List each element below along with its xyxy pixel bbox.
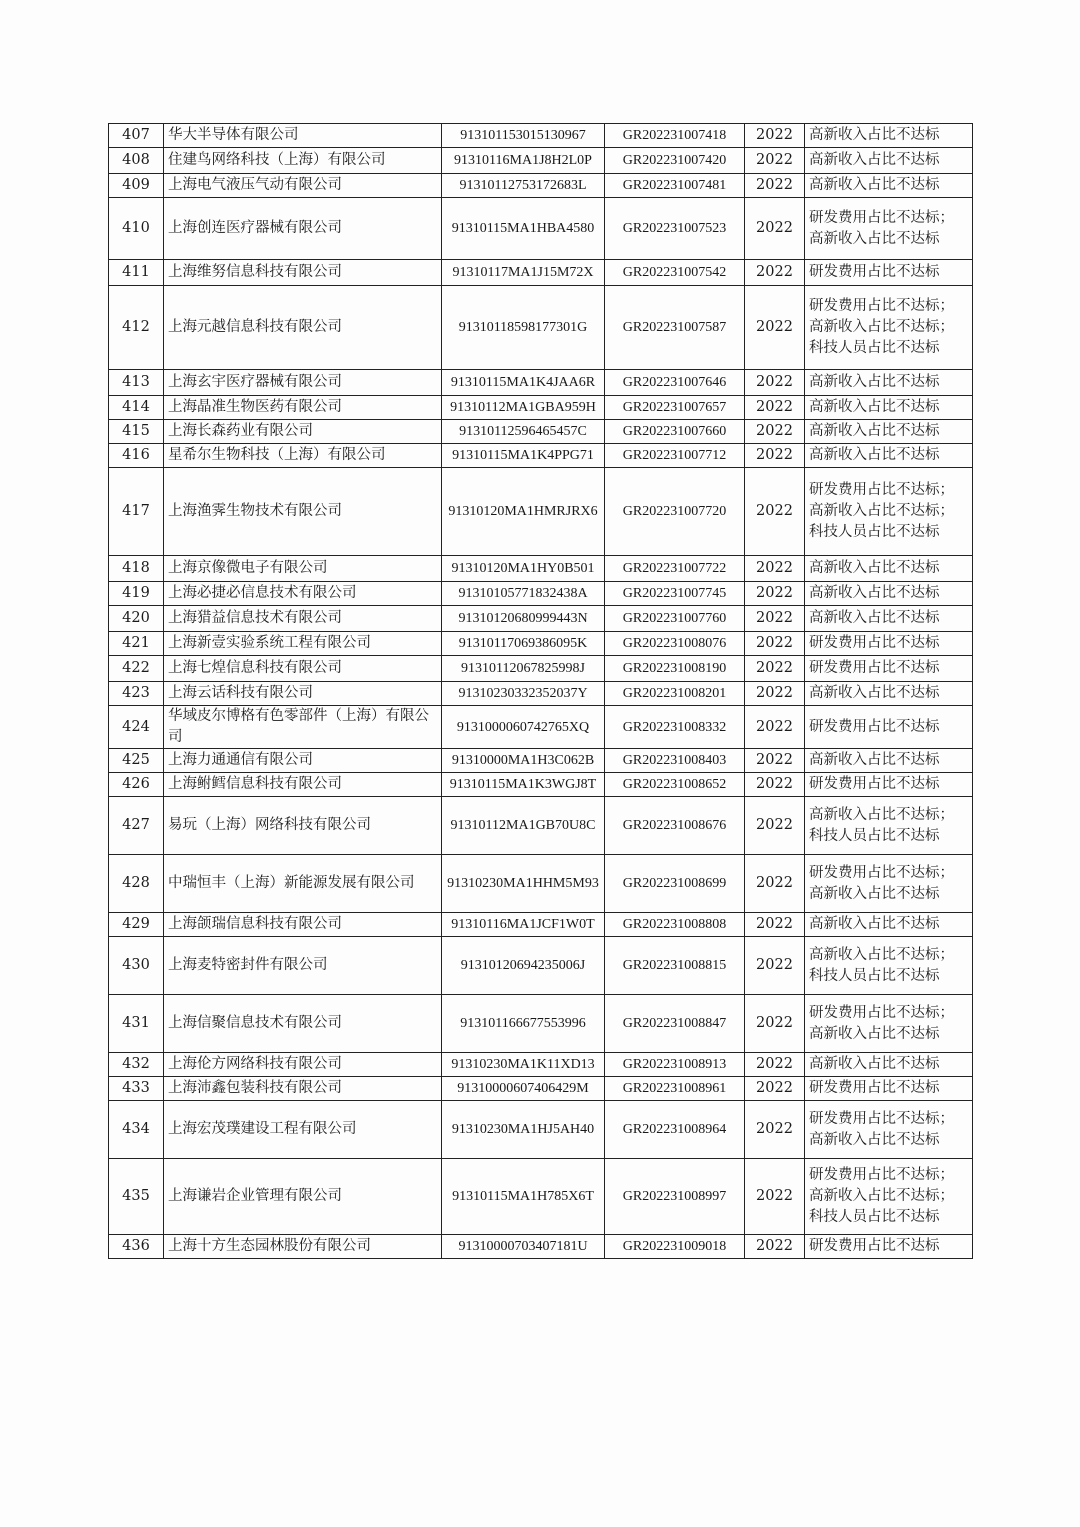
row-number: 431: [109, 995, 164, 1053]
certificate-year: 2022: [745, 656, 805, 682]
certificate-number: GR202231007712: [605, 444, 745, 468]
row-number: 424: [109, 706, 164, 749]
failure-reasons: [805, 1101, 973, 1159]
row-number: 407: [109, 124, 164, 148]
table-row: [109, 913, 973, 937]
certificate-number: GR202231007646: [605, 370, 745, 396]
credit-code: 913101153015130967: [442, 124, 605, 148]
failure-reason: 科技人员占比不达标: [809, 967, 940, 984]
row-number: 435: [109, 1159, 164, 1235]
certificate-number: GR202231007481: [605, 174, 745, 198]
failure-reasons: [805, 582, 973, 606]
failure-reasons: [805, 606, 973, 632]
certificate-year: 2022: [745, 444, 805, 468]
row-number: 432: [109, 1053, 164, 1077]
certificate-number: GR202231007587: [605, 286, 745, 370]
failure-reason: 研发费用占比不达标: [809, 264, 940, 280]
certificate-year: 2022: [745, 420, 805, 444]
company-name: 上海电气液压气动有限公司: [164, 174, 442, 198]
certificate-number: GR202231008808: [605, 913, 745, 937]
certificate-year: 2022: [745, 582, 805, 606]
failure-reason: 高新收入占比不达标: [809, 585, 940, 601]
credit-code: 913101166677553996: [442, 995, 605, 1053]
credit-code: 91310116MA1J8H2L0P: [442, 148, 605, 174]
table-row: [109, 370, 973, 396]
certificate-year: 2022: [745, 682, 805, 706]
certificate-year: 2022: [745, 286, 805, 370]
failure-reasons: [805, 124, 973, 148]
company-name: 易玩（上海）网络科技有限公司: [164, 797, 442, 855]
row-number: 434: [109, 1101, 164, 1159]
company-name: 中瑞恒丰（上海）新能源发展有限公司: [164, 855, 442, 913]
row-number: 420: [109, 606, 164, 632]
certificate-number: GR202231007720: [605, 468, 745, 556]
certificate-number: GR202231007660: [605, 420, 745, 444]
company-name: 上海云话科技有限公司: [164, 682, 442, 706]
certificate-number: GR202231008676: [605, 797, 745, 855]
row-number: 425: [109, 749, 164, 773]
credit-code: 91310115MA1HBA4580: [442, 198, 605, 260]
row-number: 408: [109, 148, 164, 174]
credit-code: 91310112753172683L: [442, 174, 605, 198]
certificate-year: 2022: [745, 1235, 805, 1259]
certificate-year: 2022: [745, 1101, 805, 1159]
company-name: 上海力通通信有限公司: [164, 749, 442, 773]
credit-code: 91310112596465457C: [442, 420, 605, 444]
table-row: [109, 582, 973, 606]
certificate-number: GR202231008815: [605, 937, 745, 995]
company-name: 上海玄宇医疗器械有限公司: [164, 370, 442, 396]
certificate-number: GR202231008652: [605, 773, 745, 797]
failure-reason: 高新收入占比不达标: [809, 374, 940, 390]
failure-reason: 高新收入占比不达标: [809, 447, 940, 463]
certificate-number: GR202231008403: [605, 749, 745, 773]
failure-reasons: [805, 396, 973, 420]
row-number: 422: [109, 656, 164, 682]
failure-reason: 科技人员占比不达标: [809, 340, 940, 356]
failure-reason: 研发费用占比不达标；: [809, 864, 954, 881]
failure-reason: 高新收入占比不达标；: [809, 1188, 954, 1204]
table-row: [109, 468, 973, 556]
company-name: 上海新壹实验系统工程有限公司: [164, 632, 442, 656]
certificate-year: 2022: [745, 773, 805, 797]
failure-reasons: [805, 749, 973, 773]
failure-reason: 高新收入占比不达标；: [809, 319, 954, 335]
failure-reasons: [805, 937, 973, 995]
certificate-number: GR202231007542: [605, 260, 745, 286]
failure-reasons: [805, 1159, 973, 1235]
failure-reason: 研发费用占比不达标；: [809, 1004, 954, 1021]
company-name: 上海信聚信息技术有限公司: [164, 995, 442, 1053]
company-name: 上海十方生态园林股份有限公司: [164, 1235, 442, 1259]
certificate-number: GR202231008332: [605, 706, 745, 749]
table-row: [109, 1053, 973, 1077]
company-name: 上海鲋鳕信息科技有限公司: [164, 773, 442, 797]
credit-code: 91310230MA1HHM5M93: [442, 855, 605, 913]
table-body: [109, 124, 973, 1259]
failure-reason: 高新收入占比不达标；: [809, 946, 954, 963]
credit-code: 91310112067825998J: [442, 656, 605, 682]
failure-reasons: [805, 444, 973, 468]
failure-reason: 科技人员占比不达标: [809, 827, 940, 844]
failure-reasons: [805, 1235, 973, 1259]
table-row: [109, 396, 973, 420]
table-row: [109, 995, 973, 1053]
certificate-year: 2022: [745, 995, 805, 1053]
certificate-number: GR202231008201: [605, 682, 745, 706]
certificate-number: GR202231007523: [605, 198, 745, 260]
certificate-year: 2022: [745, 706, 805, 749]
certificate-number: GR202231008913: [605, 1053, 745, 1077]
certificate-year: 2022: [745, 468, 805, 556]
certificate-year: 2022: [745, 937, 805, 995]
table-row: [109, 174, 973, 198]
failure-reason: 研发费用占比不达标；: [809, 1110, 954, 1127]
table-row: [109, 148, 973, 174]
table-row: [109, 556, 973, 582]
certificate-year: 2022: [745, 260, 805, 286]
table-row: [109, 1077, 973, 1101]
row-number: 423: [109, 682, 164, 706]
table-row: [109, 260, 973, 286]
credit-code: 91310120680999443N: [442, 606, 605, 632]
company-name: 上海沛鑫包装科技有限公司: [164, 1077, 442, 1101]
certificate-year: 2022: [745, 174, 805, 198]
certificate-number: GR202231008076: [605, 632, 745, 656]
credit-code: 91310115MA1H785X6T: [442, 1159, 605, 1235]
credit-code: 91310000MA1H3C062B: [442, 749, 605, 773]
failure-reason: 高新收入占比不达标；: [809, 503, 954, 519]
failure-reasons: [805, 370, 973, 396]
table-row: [109, 444, 973, 468]
failure-reasons: [805, 797, 973, 855]
certificate-year: 2022: [745, 148, 805, 174]
failure-reasons: [805, 1053, 973, 1077]
failure-reasons: [805, 420, 973, 444]
row-number: 428: [109, 855, 164, 913]
credit-code: 91310115MA1K3WGJ8T: [442, 773, 605, 797]
credit-code: 91310120694235006J: [442, 937, 605, 995]
credit-code: 91310116MA1JCF1W0T: [442, 913, 605, 937]
table-row: [109, 1159, 973, 1235]
row-number: 436: [109, 1235, 164, 1259]
credit-code: 91310115MA1K4JAA6R: [442, 370, 605, 396]
table-row: [109, 420, 973, 444]
failure-reasons: [805, 260, 973, 286]
table-row: [109, 1235, 973, 1259]
company-name: 上海京像微电子有限公司: [164, 556, 442, 582]
row-number: 411: [109, 260, 164, 286]
company-name: 上海维努信息科技有限公司: [164, 260, 442, 286]
failure-reason: 高新收入占比不达标: [809, 1056, 940, 1072]
failure-reason: 高新收入占比不达标: [809, 230, 940, 247]
certificate-number: GR202231008699: [605, 855, 745, 913]
credit-code: 91310117069386095K: [442, 632, 605, 656]
certificate-year: 2022: [745, 556, 805, 582]
table-row: [109, 198, 973, 260]
failure-reasons: [805, 773, 973, 797]
credit-code: 91310120MA1HY0B501: [442, 556, 605, 582]
table-row: [109, 1101, 973, 1159]
failure-reasons: [805, 855, 973, 913]
failure-reason: 高新收入占比不达标；: [809, 806, 954, 823]
company-name: 上海麦特密封件有限公司: [164, 937, 442, 995]
failure-reason: 研发费用占比不达标；: [809, 482, 954, 498]
row-number: 417: [109, 468, 164, 556]
certificate-number: GR202231009018: [605, 1235, 745, 1259]
credit-code: 91310115MA1K4PPG71: [442, 444, 605, 468]
company-name: 住建鸟网络科技（上海）有限公司: [164, 148, 442, 174]
certificate-number: GR202231008847: [605, 995, 745, 1053]
certificate-number: GR202231007722: [605, 556, 745, 582]
failure-reason: 高新收入占比不达标: [809, 560, 940, 576]
row-number: 427: [109, 797, 164, 855]
certificate-number: GR202231007418: [605, 124, 745, 148]
credit-code: 9131000060742765XQ: [442, 706, 605, 749]
failure-reason: 研发费用占比不达标: [809, 776, 940, 792]
certificate-year: 2022: [745, 749, 805, 773]
row-number: 429: [109, 913, 164, 937]
failure-reasons: [805, 706, 973, 749]
failure-reason: 研发费用占比不达标: [809, 1238, 940, 1254]
failure-reason: 高新收入占比不达标: [809, 685, 940, 701]
company-list-table: [108, 123, 973, 1259]
certificate-year: 2022: [745, 124, 805, 148]
table-row: [109, 682, 973, 706]
failure-reason: 研发费用占比不达标: [809, 1080, 940, 1096]
table-row: [109, 606, 973, 632]
certificate-year: 2022: [745, 1053, 805, 1077]
certificate-year: 2022: [745, 855, 805, 913]
failure-reason: 研发费用占比不达标；: [809, 298, 954, 314]
certificate-year: 2022: [745, 1077, 805, 1101]
company-name: 上海七煌信息科技有限公司: [164, 656, 442, 682]
credit-code: 91310105771832438A: [442, 582, 605, 606]
failure-reason: 研发费用占比不达标；: [809, 1167, 954, 1183]
company-name: 上海创连医疗器械有限公司: [164, 198, 442, 260]
row-number: 416: [109, 444, 164, 468]
row-number: 412: [109, 286, 164, 370]
failure-reason: 高新收入占比不达标: [809, 127, 940, 143]
failure-reasons: [805, 286, 973, 370]
failure-reasons: [805, 556, 973, 582]
failure-reason: 高新收入占比不达标: [809, 177, 940, 193]
failure-reason: 高新收入占比不达标: [809, 1025, 940, 1042]
row-number: 409: [109, 174, 164, 198]
failure-reason: 研发费用占比不达标: [809, 718, 940, 735]
failure-reasons: [805, 656, 973, 682]
credit-code: 91310000607406429M: [442, 1077, 605, 1101]
row-number: 414: [109, 396, 164, 420]
row-number: 415: [109, 420, 164, 444]
company-name: 上海谦岩企业管理有限公司: [164, 1159, 442, 1235]
failure-reason: 研发费用占比不达标: [809, 660, 940, 676]
failure-reasons: [805, 632, 973, 656]
failure-reasons: [805, 174, 973, 198]
company-name: 星希尔生物科技（上海）有限公司: [164, 444, 442, 468]
row-number: 426: [109, 773, 164, 797]
table-row: [109, 632, 973, 656]
company-name: 上海颌瑞信息科技有限公司: [164, 913, 442, 937]
credit-code: 91310118598177301G: [442, 286, 605, 370]
failure-reason: 研发费用占比不达标；: [809, 209, 954, 226]
failure-reason: 高新收入占比不达标: [809, 610, 940, 626]
row-number: 419: [109, 582, 164, 606]
failure-reasons: [805, 913, 973, 937]
credit-code: 91310112MA1GBA959H: [442, 396, 605, 420]
row-number: 410: [109, 198, 164, 260]
row-number: 433: [109, 1077, 164, 1101]
company-name: 上海必捷必信息技术有限公司: [164, 582, 442, 606]
failure-reason: 科技人员占比不达标: [809, 1209, 940, 1225]
certificate-number: GR202231007745: [605, 582, 745, 606]
company-name: 上海长森药业有限公司: [164, 420, 442, 444]
failure-reasons: [805, 995, 973, 1053]
certificate-year: 2022: [745, 370, 805, 396]
credit-code: 91310230332352037Y: [442, 682, 605, 706]
row-number: 421: [109, 632, 164, 656]
failure-reasons: [805, 682, 973, 706]
credit-code: 91310230MA1K11XD13: [442, 1053, 605, 1077]
table-row: [109, 937, 973, 995]
company-name: 上海晶准生物医药有限公司: [164, 396, 442, 420]
company-name: 华大半导体有限公司: [164, 124, 442, 148]
certificate-year: 2022: [745, 913, 805, 937]
certificate-number: GR202231007657: [605, 396, 745, 420]
failure-reason: 高新收入占比不达标: [809, 423, 940, 439]
certificate-year: 2022: [745, 797, 805, 855]
failure-reasons: [805, 198, 973, 260]
company-name: 上海猎益信息技术有限公司: [164, 606, 442, 632]
certificate-number: GR202231007760: [605, 606, 745, 632]
credit-code: 91310112MA1GB70U8C: [442, 797, 605, 855]
row-number: 418: [109, 556, 164, 582]
table-row: [109, 773, 973, 797]
company-name: 华域皮尔博格有色零部件（上海）有限公司: [164, 706, 442, 749]
company-name: 上海渔霁生物技术有限公司: [164, 468, 442, 556]
failure-reason: 高新收入占比不达标: [809, 885, 940, 902]
certificate-number: GR202231007420: [605, 148, 745, 174]
certificate-number: GR202231008997: [605, 1159, 745, 1235]
certificate-number: GR202231008190: [605, 656, 745, 682]
failure-reasons: [805, 468, 973, 556]
failure-reason: 研发费用占比不达标: [809, 635, 940, 651]
table-row: [109, 797, 973, 855]
failure-reason: 高新收入占比不达标: [809, 916, 940, 932]
table-row: [109, 749, 973, 773]
row-number: 430: [109, 937, 164, 995]
credit-code: 91310230MA1HJ5AH40: [442, 1101, 605, 1159]
row-number: 413: [109, 370, 164, 396]
failure-reasons: [805, 1077, 973, 1101]
company-name: 上海元越信息科技有限公司: [164, 286, 442, 370]
certificate-year: 2022: [745, 606, 805, 632]
certificate-year: 2022: [745, 1159, 805, 1235]
certificate-year: 2022: [745, 198, 805, 260]
failure-reason: 科技人员占比不达标: [809, 524, 940, 540]
credit-code: 91310000703407181U: [442, 1235, 605, 1259]
company-name: 上海伦方网络科技有限公司: [164, 1053, 442, 1077]
company-name: 上海宏茂璞建设工程有限公司: [164, 1101, 442, 1159]
table-row: [109, 706, 973, 749]
table-row: [109, 124, 973, 148]
table-row: [109, 656, 973, 682]
certificate-year: 2022: [745, 632, 805, 656]
table-row: [109, 855, 973, 913]
failure-reason: 高新收入占比不达标: [809, 1131, 940, 1148]
credit-code: 91310117MA1J15M72X: [442, 260, 605, 286]
failure-reasons: [805, 148, 973, 174]
failure-reason: 高新收入占比不达标: [809, 152, 940, 168]
certificate-number: GR202231008961: [605, 1077, 745, 1101]
failure-reason: 高新收入占比不达标: [809, 399, 940, 415]
credit-code: 91310120MA1HMRJRX6: [442, 468, 605, 556]
certificate-year: 2022: [745, 396, 805, 420]
table-row: [109, 286, 973, 370]
certificate-number: GR202231008964: [605, 1101, 745, 1159]
failure-reason: 高新收入占比不达标: [809, 752, 940, 768]
